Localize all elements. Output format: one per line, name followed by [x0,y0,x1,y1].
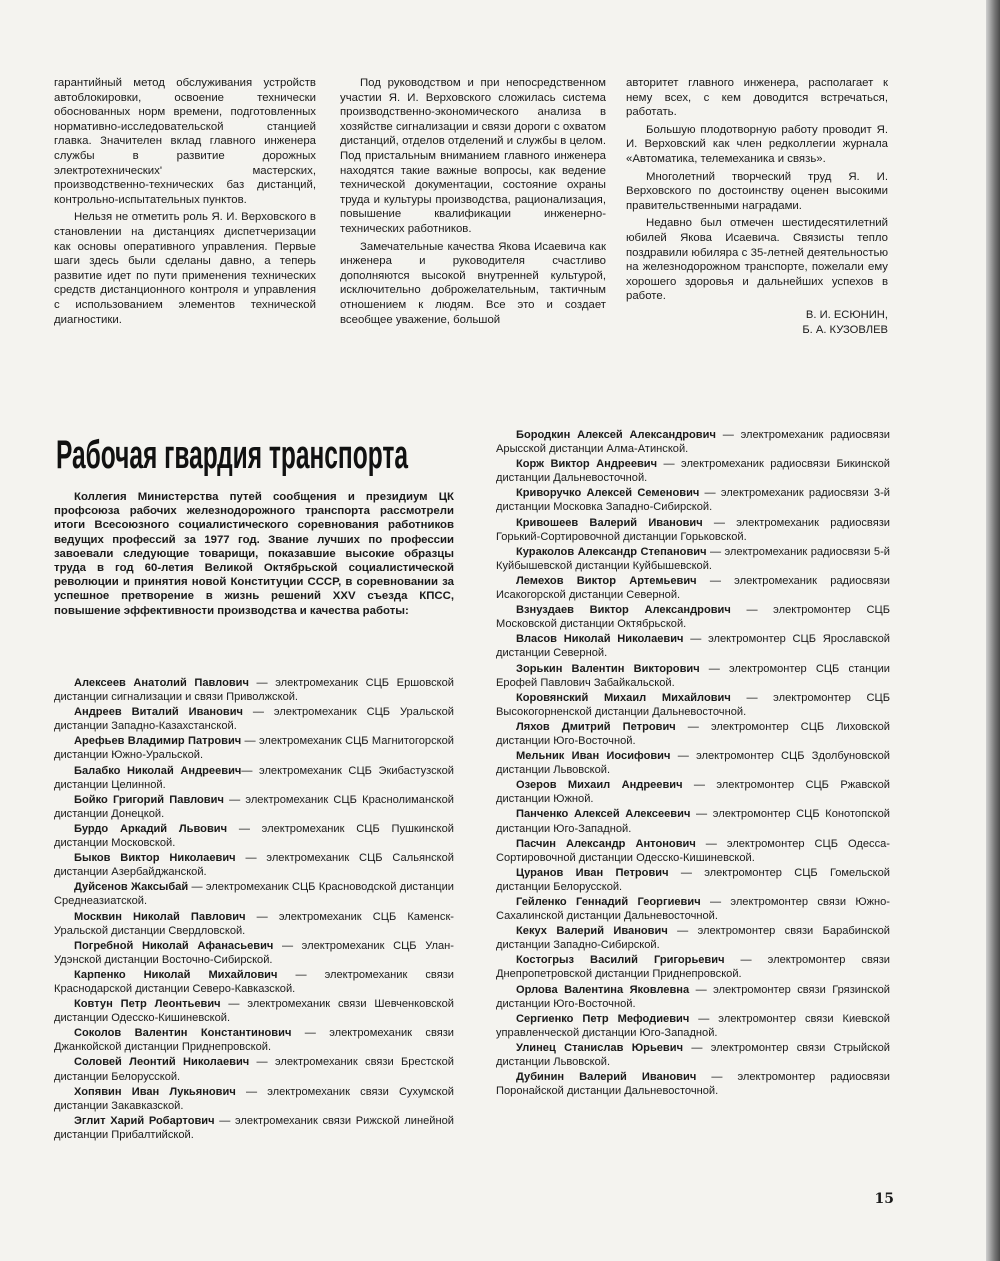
honoree-description: — электромеханик радиосвязи Арысской дистанции Алма-Атинской. [496,429,890,456]
honoree-description: — электромонтер СЦБ Гомельской дистанции Белорусской. [496,866,890,893]
honoree-name: Кривошеев Валерий Иванович [516,516,703,529]
section-title [54,428,454,476]
honoree-description: — электромеханик связи Шевченковской дистанции Одесско-Кишиневской. [54,998,454,1025]
honoree-name: Ляхов Дмитрий Петрович [516,720,676,733]
honoree-entry [54,851,454,879]
honoree-entry [496,953,890,981]
honoree-name: Озеров Михаил Андреевич [516,779,683,792]
honoree-description: — электромеханик СЦБ Пушкинской дистанции Московской. [54,822,454,850]
honoree-description: — электромеханик радиосвязи Бикинской дистанции Дальневосточной. [496,458,890,485]
honoree-entry [496,895,890,923]
honoree-entry [496,866,890,894]
honoree-description: — электромонтер связи Грязинской дистанции Юго-Восточной. [496,983,890,1010]
honorees-list-left [54,676,454,1143]
honoree-name: Дуйсенов Жаксыбай [74,881,189,894]
honoree-entry [54,910,454,938]
honoree-description: — электромеханик СЦБ Ершовской дистанции сигнализации и связи Приволжской. [54,677,454,704]
honoree-name: Власов Николай Николаевич [516,633,684,646]
honoree-entry [54,734,454,762]
honoree-description: — электромеханик связи Рижской линейной дистанции Прибалтийской. [54,1114,454,1141]
paragraph: авторитет главного инженера, располагает к нему всех, с кем доводится встречаться, работать. [626,77,888,119]
honoree-entry [496,983,890,1011]
honoree-name: Эглит Харий Робартович [74,1114,215,1127]
honoree-name: Цуранов Иван Петрович [516,866,669,879]
honoree-description: — электромеханик радиосвязи 3-й дистанции Московка Западно-Сибирской. [496,487,890,514]
honoree-description: — электромонтер СЦБ Ржавской дистанции Южной. [496,779,890,806]
honoree-entry [496,1041,890,1069]
paragraph: Многолетний творческий труд Я. И. Верховского по достоинству оценен высокими правительственными наградами. [626,170,888,212]
honoree-name: Коровянский Михаил Михайлович [516,691,731,704]
honoree-entry [54,764,454,792]
honoree-entry [54,1026,454,1054]
honoree-name: Карпенко Николай Михайлович [74,968,278,981]
honoree-description: — электромонтер СЦБ Одесса-Сортировочной дистанции Одесско-Кишиневской. [496,837,890,864]
honoree-description: — электромеханик связи Брестской дистанции Белорусской. [54,1056,455,1083]
honoree-entry [54,793,454,821]
honoree-entry [496,837,890,865]
honoree-name: Улинец Станислав Юрьевич [516,1041,684,1054]
honoree-entry [54,1055,454,1083]
article-column-2 [340,76,606,330]
section-intro: Коллегия Министерства путей сообщения и президиум ЦК профсоюза рабочих железнодорожного транспорта рассмотрели итоги Всесоюзного социалистического соревнования работников ведущих профессий за 1977 год. Звание лучших по профессии завоевали следующие товарищи, показавшие высокие образцы труда в год 60-летия Великой Октябрьской социалистической революции и принятия новой Конституции СССР, в соревновании за успешное претворение в жизнь решений XXV съезда КПСС, повышение эффективности производства и качества работы: [54,491,454,617]
honoree-description: — электромонтер связи Днепропетровской дистанции Приднепровской. [496,954,890,981]
honoree-name: Алексеев Анатолий Павлович [74,677,249,689]
honoree-description: — электромеханик связи Сухумской дистанции Закавказской. [54,1085,454,1112]
author-name: Б. А. КУЗОВЛЕВ [802,323,888,336]
honoree-name: Зорькин Валентин Викторович [516,662,700,675]
honoree-name: Хопявин Иван Лукьянович [74,1085,236,1098]
honoree-description: — электромонтер СЦБ Московской дистанции Октябрьской. [496,604,890,631]
honoree-name: Бурдо Аркадий Львович [74,822,228,835]
honoree-entry [496,749,890,777]
honoree-description: — электромеханик СЦБ Каменск-Уральской дистанции Свердловской. [54,910,454,937]
paragraph: Нельзя не отметить роль Я. И. Верховского в становлении на дистанциях диспетчеризации как основы оперативного управления. Первые шаги здесь были сделаны давно, а теперь развитие идет по пути применения технических средств дистанционного контроля и управления с использованием элементов технической диагностики. [54,211,316,326]
paragraph: Большую плодотворную работу проводит Я. И. Верховский как член редколлегии журнала «Автоматика, телемеханика и связь». [626,123,888,165]
honoree-name: Арефьев Владимир Патрович [74,735,242,748]
honoree-name: Соловей Леонтий Николаевич [74,1056,250,1069]
honoree-entry [496,1012,890,1040]
honoree-description: — электромеханик связи Джанкойской дистанции Приднепровской. [54,1027,454,1054]
honoree-name: Кекух Валерий Иванович [516,925,668,938]
honoree-entry [54,997,454,1025]
paragraph: Недавно был отмечен шестидесятилетний юбилей Якова Исаевича. Связисты тепло поздравили юбиляра с 35-летней деятельностью на железнодорожном транспорте, пожелали ему хорошего здоровья и дальнейших успехов в работе. [626,217,888,303]
author-signature [626,308,888,338]
honoree-description: — электромеханик связи Краснодарской дистанции Северо-Кавказской. [54,968,454,995]
honoree-name: Костогрыз Василий Григорьевич [516,954,725,967]
honoree-name: Соколов Валентин Константинович [74,1027,292,1040]
honoree-entry [496,720,890,748]
honoree-name: Орлова Валентина Яковлевна [516,983,690,996]
honoree-description: — электромеханик радиосвязи Горький-Сортировочной дистанции Горьковской. [496,516,890,543]
honoree-entry [54,1114,454,1142]
honoree-name: Мельник Иван Иосифович [516,750,671,763]
honoree-entry [496,1070,890,1098]
honoree-entry [54,1085,454,1113]
honoree-entry [496,691,890,719]
author-name: В. И. ЕСЮНИН, [805,308,888,321]
honoree-description: — электромонтер СЦБ Лиховской дистанции Юго-Восточной. [496,720,890,747]
honoree-name: Быков Виктор Николаевич [74,852,236,865]
honoree-name: Балабко Николай Андреевич [74,764,242,777]
honoree-name: Корж Виктор Андреевич [516,458,658,471]
honoree-entry [54,676,454,704]
honoree-entry [54,822,454,850]
honoree-description: — электромеханик СЦБ Уральской дистанции Западно-Казахстанской. [54,706,455,733]
honoree-name: Москвин Николай Павлович [74,910,246,923]
page-number: 15 [874,1191,894,1207]
page-edge-shadow [986,0,1000,1261]
honoree-name: Панченко Алексей Алексеевич [516,808,691,821]
honoree-description: — электромеханик радиосвязи 5-й Куйбышевской дистанции Куйбышевской. [496,545,890,572]
honoree-name: Сергиенко Петр Мефодиевич [516,1012,690,1025]
honoree-description: — электромонтер СЦБ Здолбуновской дистанции Львовской. [496,750,890,777]
honoree-description: — электромеханик радиосвязи Исакогорской дистанции Северной. [496,574,890,602]
honoree-description: — электромеханик СЦБ Сальянской дистанции Азербайджанской. [54,852,454,879]
honoree-description: — электромеханик СЦБ Краснолиманской дистанции Донецкой. [54,793,454,820]
honoree-entry [496,662,890,690]
honoree-description: — электромонтер СЦБ Высокогорненской дистанции Дальневосточной. [496,691,890,718]
honoree-name: Кураколов Александр Степанович [516,545,707,558]
honoree-name: Лемехов Виктор Артемьевич [516,574,697,587]
honoree-entry [496,924,890,952]
article-column-1 [54,76,316,330]
honoree-entry [496,457,890,485]
honoree-name: Криворучко Алексей Семенович [516,487,700,500]
honoree-name: Погребной Николай Афанасьевич [74,939,274,952]
paragraph: гарантийный метод обслуживания устройств автоблокировки, освоение технически обоснованных норм времени, подготовленных нормативно-исследовательской станцией главка. Значителен вклад главного инженера службы в развитие дорожных электротехнических' мастерских, производственно-технических баз дистанций, контрольно-испытательных пунктов. [54,77,316,206]
section-title-text: Рабочая гвардия транспорта [56,433,409,476]
honoree-entry [54,968,454,996]
honoree-description: — электромонтер радиосвязи Поронайской дистанции Дальневосточной. [496,1071,890,1098]
honoree-entry [496,428,890,456]
honoree-description: — электромонтер связи Киевской управленческой дистанции Юго-Западной. [496,1012,890,1039]
honoree-entry [496,807,890,835]
honoree-entry [496,516,890,544]
honoree-name: Гейленко Геннадий Георгиевич [516,896,701,908]
honoree-name: Взнуздаев Виктор Александрович [516,604,731,617]
honoree-name: Бойко Григорий Павлович [74,793,224,806]
honoree-name: Пасчин Александр Антонович [516,837,696,850]
article-column-3 [626,76,888,338]
honoree-name: Андреев Виталий Иванович [74,706,243,719]
honoree-entry [496,545,890,573]
honoree-description: — электромонтер связи Барабинской дистанции Западно-Сибирской. [496,925,890,952]
honoree-description: — электромонтер связи Стрыйской дистанции Львовской. [496,1041,890,1069]
honoree-name: Ковтун Петр Леонтьевич [74,998,221,1011]
honoree-entry [54,939,454,967]
paragraph: Замечательные качества Якова Исаевича как инженера и руководителя счастливо дополняются высокой внутренней культурой, исключительно доброжелательным, тактичным отношением к людям. Все это и создает всеобщее уважение, большой [340,240,606,326]
honoree-description: — электромонтер СЦБ Ярославской дистанции Северной. [496,633,890,660]
honoree-entry [496,486,890,514]
honoree-description: — электромеханик СЦБ Экибастузской дистанции Целинной. [54,764,454,791]
paragraph: Под руководством и при непосредственном участии Я. И. Верховского сложилась система производственно-экономического анализа в хозяйстве сигнализации и связи дороги с охватом дистанций, отделов отделений и службы в целом. Под пристальным вниманием главного инженера находятся такие важные вопросы, как ведение технической документации, состояние охраны труда и культуры производства, рационализация, повышение квалификации инженерно-технических работников. [340,77,606,235]
honoree-description: — электромонтер СЦБ станции Ерофей Павлович Забайкальской. [496,662,891,689]
honoree-entry [496,778,890,806]
honorees-list-right [496,428,890,1099]
honoree-entry [496,603,890,631]
honoree-entry [496,632,890,660]
honoree-description: — электромонтер СЦБ Конотопской дистанции Юго-Западной. [496,808,891,835]
honoree-entry [54,705,454,733]
honoree-entry [54,880,454,908]
honoree-description: — электромеханик СЦБ Красноводской дистанции Среднеазиатской. [54,881,454,908]
honoree-name: Дубинин Валерий Иванович [516,1071,697,1084]
honoree-description: — электромеханик СЦБ Магнитогорской дистанции Южно-Уральской. [54,735,454,762]
honoree-description: — электромонтер связи Южно-Сахалинской дистанции Дальневосточной. [496,896,890,923]
honoree-entry [496,574,890,602]
honoree-name: Бородкин Алексей Александрович [516,429,716,441]
honoree-description: — электромеханик СЦБ Улан-Удэнской дистанции Восточно-Сибирской. [54,939,454,966]
